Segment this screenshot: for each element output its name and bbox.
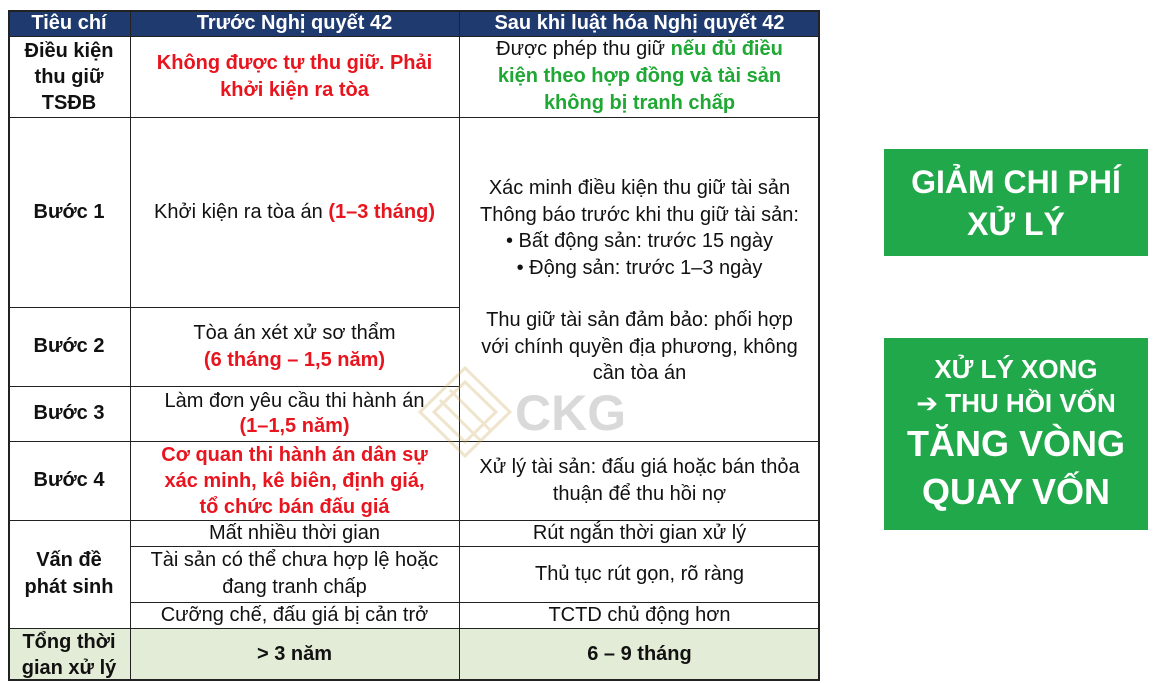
text-line: Làm đơn yêu cầu thi hành án [164, 389, 425, 412]
text-line: Không được tự thu giữ. Phải [156, 51, 433, 74]
text-line: • Động sản: trước 1–3 ngày [516, 256, 763, 279]
row-label-step2: Bước 2 [33, 335, 105, 357]
text-line: Xác minh điều kiện thu giữ tài sản [488, 177, 791, 199]
total-after: 6 – 9 tháng [459, 628, 820, 681]
label-line: Tổng thời [22, 630, 116, 653]
comparison-table [8, 10, 820, 681]
text-highlight: kiện theo hợp đồng và tài sản [497, 65, 782, 87]
callout-line: XỬ LÝ [967, 205, 1065, 242]
text-plain: Khởi kiện ra tòa án [153, 200, 329, 223]
row-label-step4: Bước 4 [33, 469, 105, 491]
label-line: phát sinh [24, 576, 114, 598]
issue-after: Rút ngắn thời gian xử lý [532, 521, 747, 544]
callout-line: GIẢM CHI PHÍ [911, 163, 1121, 200]
header-before: Trước Nghị quyết 42 [130, 10, 459, 36]
table-border [8, 10, 820, 681]
callout-line: XỬ LÝ XONG [934, 354, 1098, 384]
issue-before: Mất nhiều thời gian [209, 521, 380, 544]
text-line: cần tòa án [592, 362, 687, 384]
text-line: khởi kiện ra tòa [220, 78, 369, 101]
label-line: thu giữ [34, 65, 104, 88]
label-line: TSĐB [41, 91, 97, 114]
text-line: Cơ quan thi hành án dân sự [161, 443, 428, 466]
row-label-step3: Bước 3 [33, 402, 105, 424]
text-line: đang tranh chấp [222, 576, 367, 598]
issue-after: TCTD chủ động hơn [548, 603, 731, 626]
text-line: Tòa án xét xử sơ thẩm [193, 321, 396, 344]
callout-line: TĂNG VÒNG [906, 423, 1125, 464]
issue-after: Thủ tục rút gọn, rõ ràng [534, 562, 744, 585]
text-plain: Được phép thu giữ [496, 38, 671, 60]
duration-text: (1–1,5 năm) [239, 414, 350, 437]
text-line: xác minh, kê biên, định giá, [164, 469, 425, 492]
text-line: Thông báo trước khi thu giữ tài sản: [480, 203, 799, 226]
callout-reduce-cost [884, 149, 1148, 256]
row-label-step1: Bước 1 [33, 200, 105, 223]
text-highlight: nếu đủ điều [670, 38, 783, 60]
duration-text: (1–3 tháng) [328, 200, 435, 223]
text-line: Xử lý tài sản: đấu giá hoặc bán thỏa [479, 455, 800, 478]
watermark-text: CKG [515, 385, 627, 441]
label-line: gian xử lý [21, 656, 117, 679]
text-line: Thu giữ tài sản đảm bảo: phối hợp [486, 309, 793, 331]
text-highlight: không bị tranh chấp [543, 92, 736, 114]
duration-text: (6 tháng – 1,5 năm) [203, 348, 386, 371]
text-line: thuận để thu hồi nợ [552, 482, 727, 505]
callout-line: ➔ THU HỒI VỐN [916, 388, 1116, 418]
label-line: Điều kiện [24, 39, 114, 62]
label-line: Vấn đề [36, 549, 102, 571]
callout-line: QUAY VỐN [921, 471, 1111, 512]
issue-before: Cưỡng chế, đấu giá bị cản trở [160, 603, 429, 626]
text-line: Tài sản có thể chưa hợp lệ hoặc [150, 549, 439, 571]
header-after: Sau khi luật hóa Nghị quyết 42 [459, 10, 820, 36]
text-line: với chính quyền địa phương, không [481, 335, 798, 358]
text-line: • Bất động sản: trước 15 ngày [506, 230, 773, 252]
header-criteria: Tiêu chí [8, 10, 130, 36]
callout-capital-turnover [884, 338, 1148, 530]
text-line: tổ chức bán đấu giá [199, 495, 390, 518]
total-before: > 3 năm [130, 628, 459, 681]
